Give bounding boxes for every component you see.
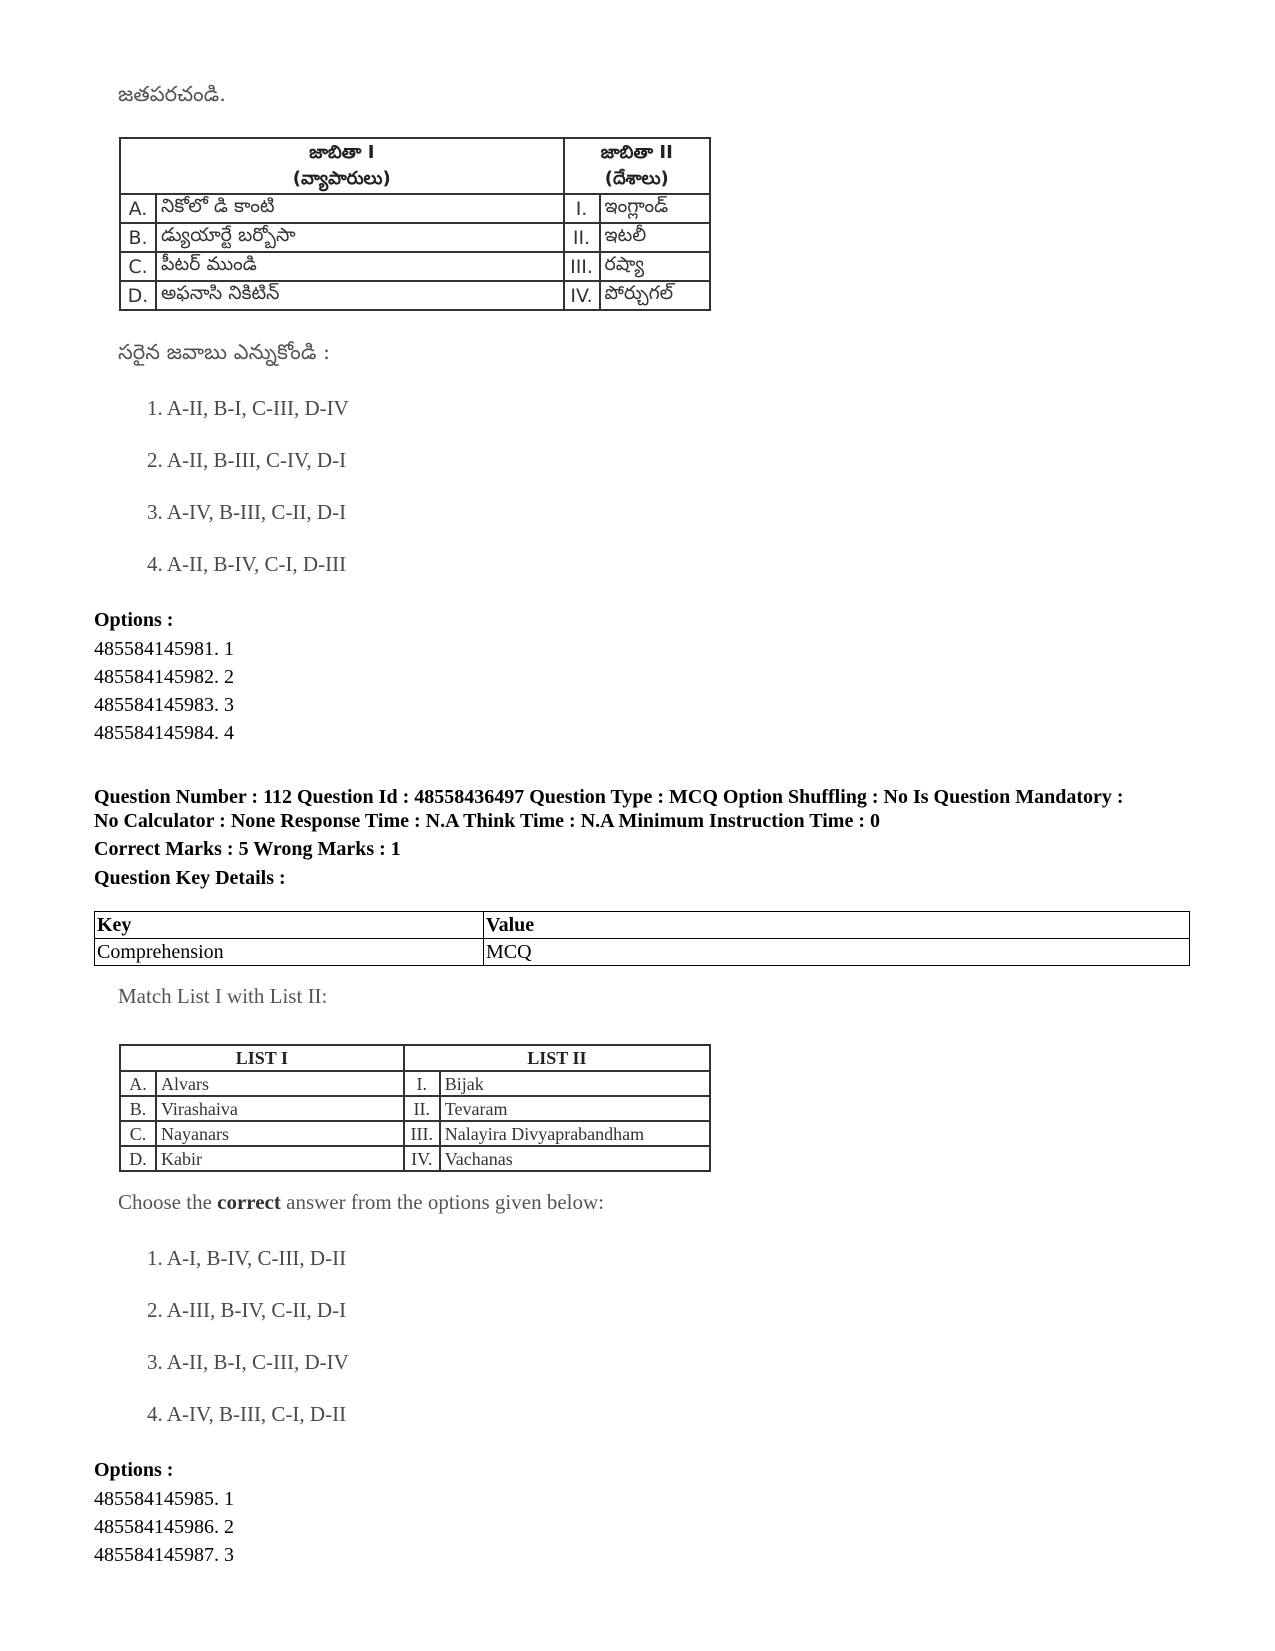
q111-choice-2: 2. A-II, B-III, C-IV, D-I [147, 448, 347, 472]
q111-option-4: 485584145984. 4 [94, 722, 234, 744]
q112-options-label: Options : [94, 1459, 174, 1481]
table-row: A. Alvars I. Bijak [120, 1071, 710, 1096]
q111-choice-1: 1. A-II, B-I, C-III, D-IV [147, 396, 349, 420]
table-row: D. Kabir IV. Vachanas [120, 1146, 710, 1171]
q111-choice-3: 3. A-IV, B-III, C-II, D-I [147, 500, 347, 524]
q111-option-2: 485584145982. 2 [94, 666, 234, 688]
q112-key-table [94, 911, 1190, 966]
table-row: A. నికోలో డి కాంటి I. ఇంగ్లాండ్ [120, 194, 710, 223]
q112-option-3: 485584145987. 3 [94, 1544, 234, 1566]
q112-header-right: LIST II [404, 1045, 710, 1071]
table-header-row: Key Value [95, 912, 1190, 939]
table-row: D. అఫనాసి నికిటిన్ IV. పోర్చుగల్ [120, 281, 710, 310]
q111-option-3: 485584145983. 3 [94, 694, 234, 716]
table-row: C. Nayanars III. Nalayira Divyaprabandham [120, 1121, 710, 1146]
q111-header-right: జాబితా II (దేశాలు) [564, 138, 710, 194]
q112-choice-1: 1. A-I, B-IV, C-III, D-II [147, 1246, 347, 1270]
q111-options-label: Options : [94, 609, 174, 631]
q112-choice-4: 4. A-IV, B-III, C-I, D-II [147, 1402, 347, 1426]
q112-header-left: LIST I [120, 1045, 404, 1071]
q112-meta-line2: No Calculator : None Response Time : N.A Think Time : N.A Minimum Instruction Time : 0 [94, 810, 880, 832]
q111-header-left: జాబితా I (వ్యాపారులు) [120, 138, 564, 194]
table-row: C. పీటర్ ముండి III. రష్యా [120, 252, 710, 281]
q112-marks: Correct Marks : 5 Wrong Marks : 1 [94, 838, 401, 860]
q112-choice-2: 2. A-III, B-IV, C-II, D-I [147, 1298, 347, 1322]
q111-instruction: జతపరచండి. [118, 82, 226, 106]
q112-key-details-label: Question Key Details : [94, 867, 286, 889]
q112-choice-3: 3. A-II, B-I, C-III, D-IV [147, 1350, 349, 1374]
q111-match-table [119, 137, 711, 311]
table-row: B. డ్యుయార్టే బర్బోసా II. ఇటలీ [120, 223, 710, 252]
table-row: B. Virashaiva II. Tevaram [120, 1096, 710, 1121]
q112-prompt: Choose the correct answer from the options given below: [118, 1190, 604, 1214]
q111-option-1: 485584145981. 1 [94, 638, 234, 660]
q111-choice-4: 4. A-II, B-IV, C-I, D-III [147, 552, 347, 576]
q112-option-2: 485584145986. 2 [94, 1516, 234, 1538]
q112-option-1: 485584145985. 1 [94, 1488, 234, 1510]
q112-instruction: Match List I with List II: [118, 984, 328, 1008]
q111-prompt: సరైన జవాబు ఎన్నుకోండి : [118, 340, 331, 364]
table-row: Comprehension MCQ [95, 939, 1190, 966]
q112-meta-line1: Question Number : 112 Question Id : 48558436497 Question Type : MCQ Option Shuffling : No Is Question Mandatory : [94, 786, 1124, 808]
q112-match-table [119, 1044, 711, 1172]
